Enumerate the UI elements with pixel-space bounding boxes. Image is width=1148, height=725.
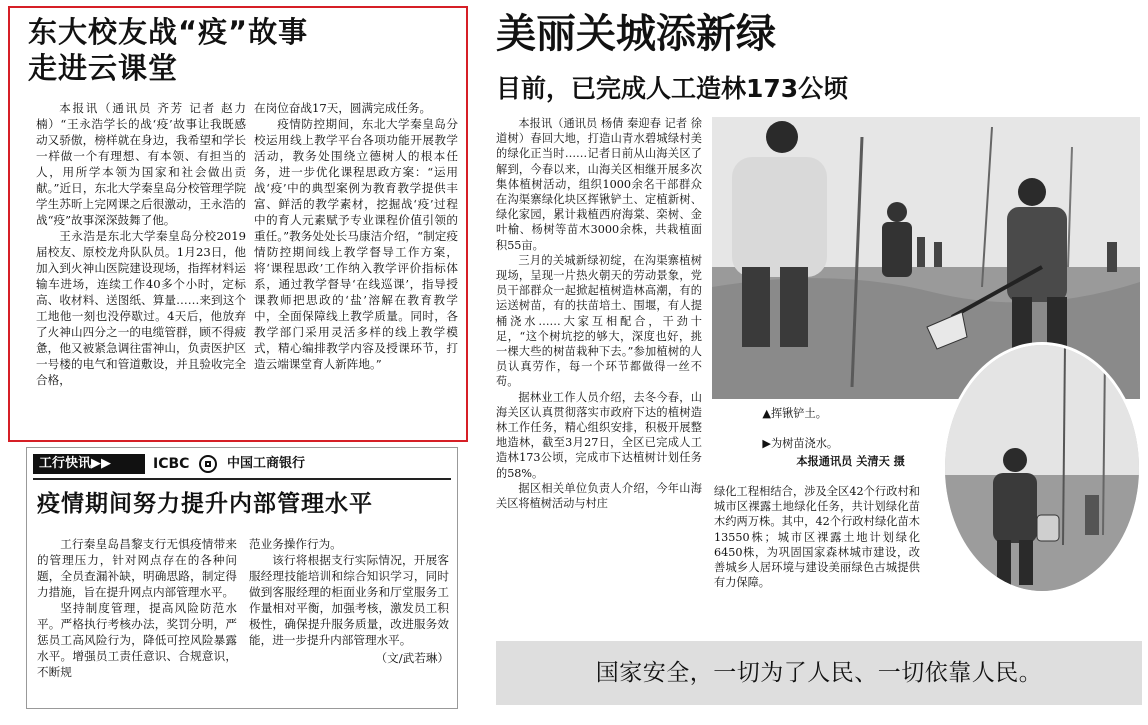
article-column-2	[254, 100, 458, 430]
slogan-banner	[496, 641, 1142, 705]
photo-caption: ▶为树苗浇水。	[762, 437, 839, 450]
article-headline: 东大校友战“疫”故事 走进云课堂	[28, 15, 309, 85]
article-paragraph: 绿化工程相结合，涉及全区42个行政村和城市区裸露土地绿化任务，共计划绿化苗木约两万株。其中，42个行政村绿化苗木13550株；城市区裸露土地计划绿化6450株，为巩固国家森林城市建设，改善城乡人居环境与建设美丽绿色古城提供有力保障。	[714, 485, 920, 590]
article-column-1	[36, 100, 246, 430]
photo-credit: 本报通讯员 关清天 摄	[796, 455, 905, 468]
news-tag: 工行快讯▶▶	[33, 454, 145, 474]
article-headline: 疫情期间努力提升内部管理水平	[37, 491, 373, 517]
article-paragraph: 本报讯（通讯员 齐芳 记者 赵力楠）“王永浩学长的战‘疫’故事让我既感动又骄傲，榜样就在身边，我希望和学长一样做一个有理想、有本领、有担当的人，用所学本领为国家和社会做出贡献。”近日，东北大学秦皇岛分校管理学院学生苏昕上完网课之后很激动，王永浩的战“疫”故事深深鼓舞了他。	[36, 101, 246, 227]
article-icbc-news	[26, 447, 458, 709]
article-paragraph: 该行将根据支行实际情况，开展客服经理技能培训和综合知识学习，同时做到客服经理的柜面业务和厅堂服务工作量相对平衡，加强考核，激发员工积极性，确保提升服务质量，改进服务效能，进一步提升内部管理水平。	[249, 553, 449, 647]
article-column-2	[714, 484, 920, 634]
article-paragraph: 疫情防控期间，东北大学秦皇岛分校运用线上教学平台各项功能开展教学活动，教务处围绕立德树人的根本任务，进一步优化课程思政方案：“运用战‘疫’中的典型案例为教育教学提供丰富、鲜活的教学素材，挖掘战‘疫’过程中的育人元素赋予专业课程价值引领的重任。”教务处处长马康洁介绍，“制定疫情防控期间线上教学督导工作方案，将‘课程思政’工作纳入教学评价指标体系，通过教学督导‘在线巡课’，指导授课教师把思政的‘盐’溶解在教育教学中，全面保障线上教学质量。同时，各教学部门采用灵活多样的线上教学模式，精心编排教学内容及授课环节，打造云端课堂育人新阵地。”	[254, 117, 458, 371]
article-paragraph: 工行秦皇岛昌黎支行无惧疫情带来的管理压力，针对网点存在的各种问题，全员查漏补缺，明确思路，制定得力措施，旨在提升网点内部管理水平。	[37, 537, 237, 599]
article-alumni-story	[8, 6, 468, 442]
watering-photo	[942, 342, 1142, 594]
article-headline: 美丽关城添新绿	[496, 11, 776, 57]
bank-name: 中国工商银行	[227, 456, 306, 471]
article-column-1	[496, 116, 702, 636]
article-paragraph: 三月的关城新绿初绽，在沟渠寨植树现场，呈现一片热火朝天的劳动景象，党员干部群众一起掀起植树造林高潮，有的运送树苗，有的扶苗培土、围堰，有人提桶浇水……大家互相配合，干劲十足，“这个树坑挖的够大，深度也好，挑一棵大些的树苗栽种下去。”参加植树的人员认真劳作，每一个环节都做得一丝不苟。	[496, 253, 702, 389]
icbc-logo-icon	[199, 455, 217, 473]
article-paragraph: 据区相关单位负责人介绍，今年山海关区将植树活动与村庄	[496, 481, 702, 511]
article-paragraph: 王永浩是东北大学秦皇岛分校2019届校友、原校龙舟队队员。1月23日，他加入到火神山医院建设现场，指挥材料运输车进场，连续工作40多个小时，定标高、收材料、送图纸、算量……来到这个工地他一刻也没停歇过。4天后，他放弃了火神山四分之一的电缆管群，顾不得疲惫，他又被紧急调往雷神山，负责医护区一号楼的电气和管道敷设，并且验收完全合格，	[36, 229, 246, 387]
article-paragraph: 据林业工作人员介绍，去冬今春，山海关区认真贯彻落实市政府下达的植树造林工作任务，精心组织安排，积极开展整地造林，截至3月27日，全区已完成人工造林173公顷，完成市下达植树计划任务的58%。	[496, 390, 702, 480]
article-paragraph: 范业务操作行为。	[249, 537, 342, 551]
article-paragraph: 在岗位奋战17天，圆满完成任务。	[254, 101, 432, 115]
article-paragraph: 坚持制度管理，提高风险防范水平。严格执行考核办法，奖罚分明，严惩员工高风险行为，降低可控风险暴露水平。增强员工责任意识、合规意识，不断规	[37, 601, 237, 679]
article-column-1	[37, 536, 237, 706]
header-divider	[33, 478, 451, 480]
byline: （文/武若琳）	[375, 651, 449, 665]
icbc-wordmark: ICBC	[153, 456, 190, 472]
slogan-text: 国家安全，一切为了人民、一切依靠人民。	[595, 660, 1043, 686]
article-column-2	[249, 536, 449, 706]
article-subheadline: 目前，已完成人工造林173公顷	[496, 74, 849, 103]
photo-caption: ▲挥锹铲土。	[762, 407, 827, 420]
icbc-header-bar	[33, 454, 351, 476]
article-paragraph: 本报讯（通讯员 杨倩 秦迎春 记者 徐道树）春回大地，打造山青水碧城绿村美的绿化正当时……记者日前从山海关区了解到，今春以来，山海关区相继开展多次集体植树活动，组织1000余名干部群众在沟渠寨绿化块区挥锹铲土、定植新树、绿化家园，累计栽植西府海棠、栾树、金叶榆、杨树等苗木3000余株，共栽植面积55亩。	[496, 117, 702, 252]
